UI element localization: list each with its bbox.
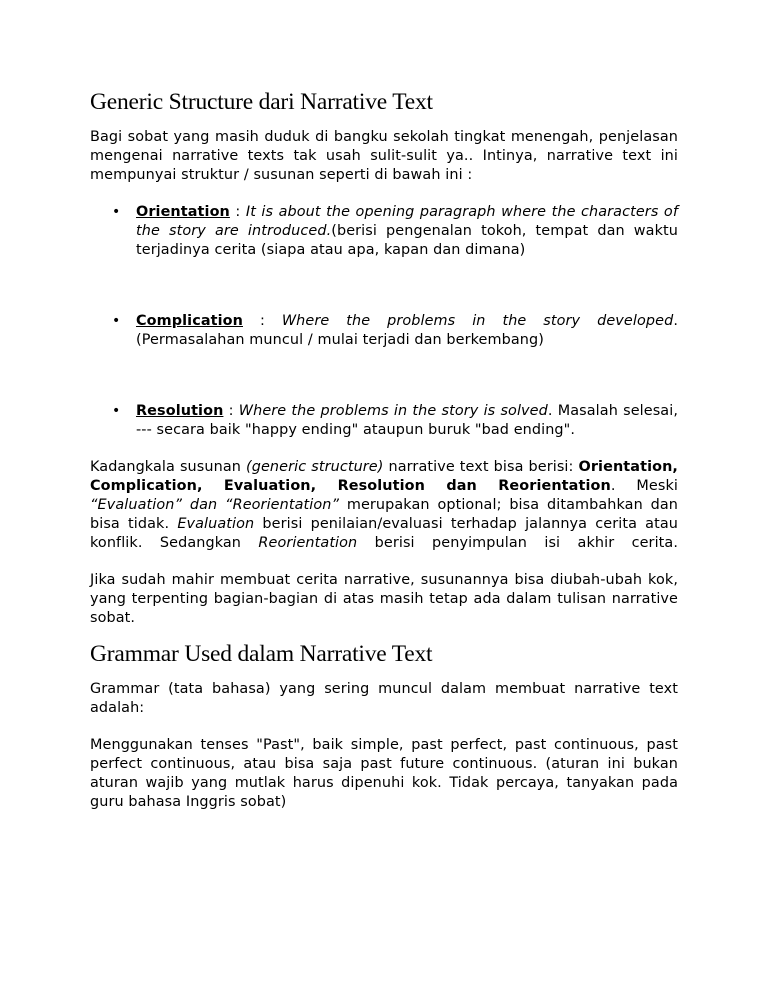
indonesian-description: (berisi pengenalan tokoh, tempat dan waktu terjadinya cerita (siapa atau apa, kapan dan dimana) (136, 223, 678, 258)
bold-run: Orientation, Complication, Evaluation, Resolution dan Reorientation (90, 459, 678, 494)
text-run: berisi penilaian/evaluasi terhadap jalannya cerita atau konflik. Sedangkan (90, 516, 678, 551)
term-separator: : (223, 403, 239, 419)
text-run: . Meski (610, 478, 678, 494)
italic-run: Evaluation (177, 516, 255, 532)
flexibility-paragraph: Jika sudah mahir membuat cerita narrative, susunannya bisa diubah-ubah kok, yang terpenting bagian-bagian di atas masih tetap ada dalam tulisan narrative sobat. (90, 572, 678, 626)
document-page (90, 88, 678, 812)
term-separator: : (243, 313, 282, 329)
section-heading-generic-structure: Generic Structure dari Narrative Text (90, 89, 433, 115)
italic-run: (generic structure) (246, 459, 384, 475)
text-run: narrative text bisa berisi: (383, 459, 579, 475)
structure-summary-paragraph (90, 458, 678, 553)
italic-run: “Evaluation” dan “Reorientation” (90, 497, 340, 513)
intro-paragraph: Bagi sobat yang masih duduk di bangku sekolah tingkat menengah, penjelasan mengenai narrative texts tak usah sulit-sulit ya.. Intinya, narrative text ini mempunyai struktur / susunan seperti di bawah ini : (90, 129, 678, 183)
text-run: merupakan optional; bisa ditambahkan dan bisa tidak. (90, 497, 678, 532)
text-run: Kadangkala susunan (90, 459, 246, 475)
bullet-icon: • (112, 403, 121, 419)
bullet-icon: • (112, 204, 121, 220)
italic-run: Reorientation (258, 535, 358, 551)
section-heading-grammar: Grammar Used dalam Narrative Text (90, 641, 433, 667)
english-description: Where the problems in the story developed (281, 313, 674, 329)
term-orientation: Orientation (136, 204, 230, 220)
bullet-icon: • (112, 313, 121, 329)
list-item-resolution (90, 402, 678, 440)
indonesian-description: . Masalah selesai, --- secara baik "happy ending" ataupun buruk "bad ending". (136, 403, 678, 438)
structure-list (90, 203, 678, 440)
english-description: Where the problems in the story is solved (238, 403, 548, 419)
term-resolution: Resolution (136, 403, 224, 419)
indonesian-description: . (Permasalahan muncul / mulai terjadi dan berkembang) (136, 313, 678, 348)
term-complication: Complication (136, 313, 243, 329)
text-run: berisi penyimpulan isi akhir cerita. (357, 535, 679, 551)
list-item-complication (90, 312, 678, 350)
term-separator: : (229, 204, 246, 220)
english-description: It is about the opening paragraph where the characters of the story are introduced. (136, 204, 678, 239)
list-item-orientation (90, 203, 678, 260)
tenses-paragraph: Menggunakan tenses "Past", baik simple, past perfect, past continuous, past perfect continuous, atau bisa saja past future continuous. (aturan ini bukan aturan wajib yang mutlak harus dipenuhi kok. Tidak percaya, tanyakan pada guru bahasa Inggris sobat) (90, 737, 678, 810)
grammar-intro-paragraph: Grammar (tata bahasa) yang sering muncul dalam membuat narrative text adalah: (90, 681, 678, 716)
